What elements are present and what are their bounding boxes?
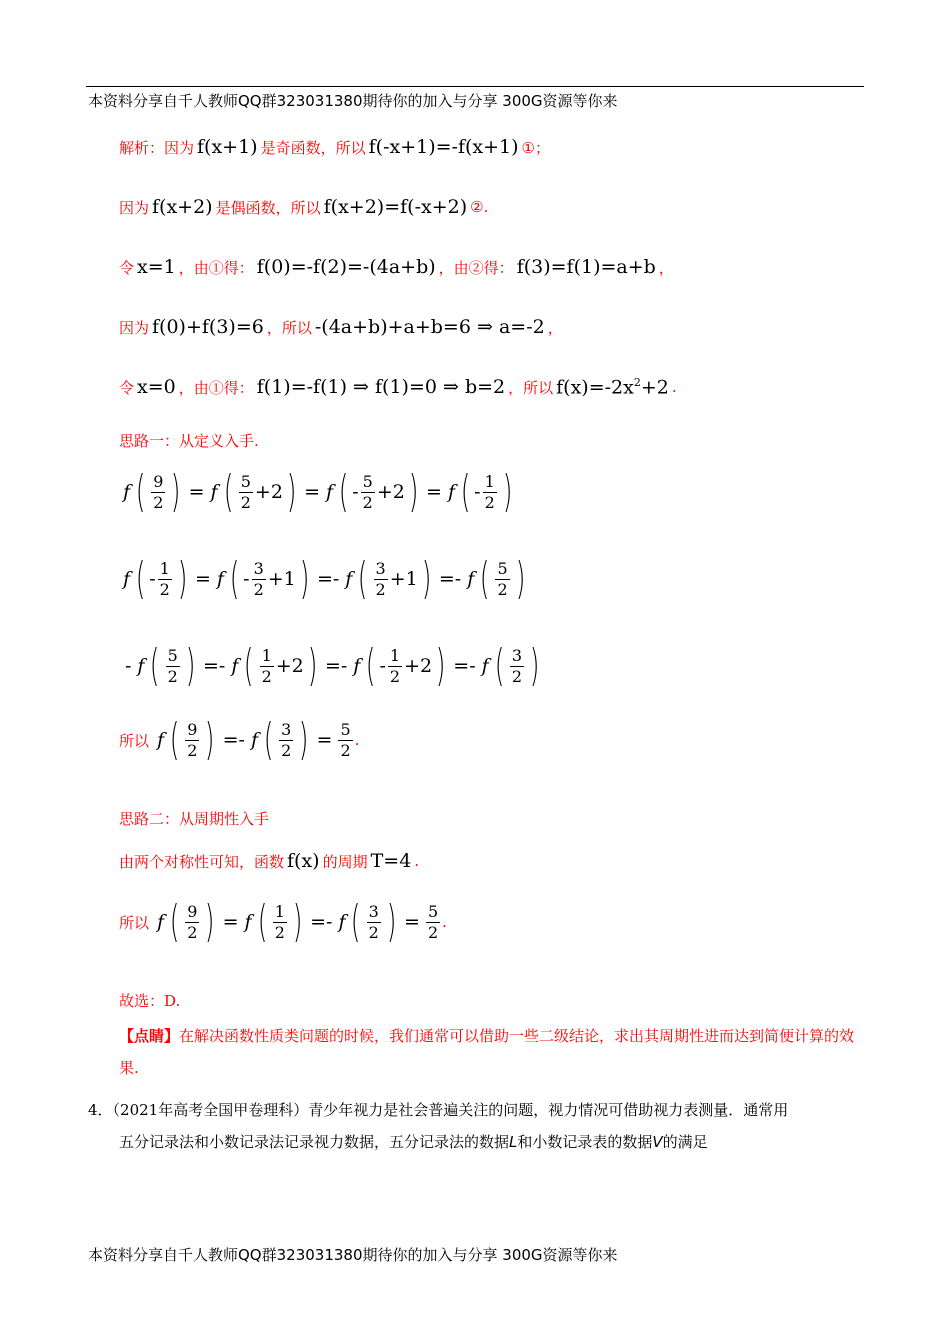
f-symbol: f xyxy=(157,729,165,751)
numerator: 5 xyxy=(340,720,351,740)
operator: - xyxy=(149,568,156,590)
page-footer: 本资料分享自千人教师QQ群323031380期待你的加入与分享 300G资源等你来 xyxy=(88,1246,618,1264)
solution-line-3 xyxy=(119,256,674,278)
note-text: 在解决函数性质类问题的时候，我们通常可以借助一些二级结论，求出其周期性进而达到简便计算的效果. xyxy=(119,1027,855,1077)
operator: =- xyxy=(203,655,226,677)
paren-group: ( $\frac{5}{2}$ ) xyxy=(150,640,196,691)
paren-group: ( $\frac{9}{2}$ ) xyxy=(169,896,215,947)
numerator: 5 xyxy=(497,559,508,579)
text: 令 xyxy=(119,378,135,397)
problem-line-2 xyxy=(88,1126,858,1158)
math: T=4 xyxy=(370,850,412,872)
math: f(1)=-f(1) ⇒ f(1)=0 ⇒ b=2 xyxy=(256,376,506,399)
denominator: 2 xyxy=(340,740,351,760)
numerator: 9 xyxy=(187,720,198,740)
math: f(x+2)=f(-x+2) xyxy=(323,196,468,218)
operator: + xyxy=(275,655,292,677)
operator: =- xyxy=(453,655,476,677)
operator: =- xyxy=(222,729,245,751)
numerator: 3 xyxy=(375,559,386,579)
numerator: 1 xyxy=(274,902,285,922)
operator: = xyxy=(426,481,442,503)
denominator: 2 xyxy=(153,492,164,512)
numerator: 3 xyxy=(253,559,264,579)
operator: = xyxy=(188,481,205,503)
variable-V: V xyxy=(652,1133,663,1151)
numerator: 1 xyxy=(484,472,495,492)
paren-group: ( $\frac{3}{2}$ ) xyxy=(263,714,309,765)
operator: - xyxy=(125,655,132,677)
f-symbol: f xyxy=(250,729,258,751)
denominator: 2 xyxy=(368,922,379,942)
math: x=1 xyxy=(137,256,176,278)
numerator: 3 xyxy=(511,646,523,666)
f-symbol: f xyxy=(345,568,353,590)
problem-number: 4． xyxy=(88,1101,113,1119)
text: ，由①得： xyxy=(178,378,254,397)
problem-text: 和小数记录表的数据 xyxy=(517,1133,653,1151)
paren-group: ( - $\frac{1}{2}$ + 2 ) xyxy=(366,640,446,691)
exponent: 2 xyxy=(633,376,641,389)
denominator: 2 xyxy=(427,922,439,942)
f-symbol: f xyxy=(231,655,239,677)
f-symbol: f xyxy=(157,911,165,933)
idea-2: 思路二：从周期性入手 xyxy=(119,810,270,828)
text: ，所以 xyxy=(508,378,554,397)
conclusion-1 xyxy=(119,714,360,765)
numerator: 5 xyxy=(427,902,439,922)
denominator: 2 xyxy=(159,579,170,599)
numerator: 5 xyxy=(167,646,178,666)
operator: - xyxy=(352,481,359,503)
numerator: 1 xyxy=(261,646,272,666)
paren-group: ( $\frac{3}{2}$ + 1 ) xyxy=(358,553,432,604)
text: . xyxy=(442,913,447,931)
operator: - xyxy=(243,568,250,590)
denominator: 2 xyxy=(484,492,495,512)
denominator: 2 xyxy=(240,492,251,512)
operator: =- xyxy=(438,568,462,590)
math xyxy=(556,376,669,398)
operator: - xyxy=(379,655,386,677)
numerator: 3 xyxy=(368,902,379,922)
note-label: 【点睛】 xyxy=(119,1027,180,1045)
text: . xyxy=(414,852,420,870)
text: ，所以 xyxy=(266,318,312,337)
operator: + xyxy=(254,481,271,503)
numerator: 3 xyxy=(281,720,292,740)
operator: =- xyxy=(316,568,340,590)
text: 是奇函数，所以 xyxy=(260,138,366,157)
operator: = xyxy=(222,911,239,933)
variable-L: L xyxy=(509,1133,518,1151)
f-symbol: f xyxy=(123,568,131,590)
math: f(x+1) xyxy=(197,136,258,158)
math: x=0 xyxy=(137,376,176,399)
text: ，由①得： xyxy=(178,258,254,277)
denominator: 2 xyxy=(511,666,523,686)
paren-group: ( - $\frac{3}{2}$ + 1 ) xyxy=(229,553,310,604)
paren-group: ( $\frac{1}{2}$ + 2 ) xyxy=(244,640,318,691)
note-paragraph xyxy=(119,1020,859,1084)
problem-text: 五分记录法和小数记录法记录视力数据，五分记录法的数据 xyxy=(119,1133,510,1151)
f-symbol: f xyxy=(216,568,224,590)
text: ①； xyxy=(521,138,550,157)
conclusion-2 xyxy=(119,896,447,947)
f-symbol: f xyxy=(210,481,218,503)
solution-line-1 xyxy=(119,136,550,158)
text: 由两个对称性可知，函数 xyxy=(119,852,285,871)
text: 的周期 xyxy=(322,852,368,871)
math: f(x+2) xyxy=(152,196,213,218)
period-line xyxy=(119,850,419,872)
page-header: 本资料分享自千人教师QQ群323031380期待你的加入与分享 300G资源等你来 xyxy=(88,92,618,110)
paren-group: ( - $\frac{1}{2}$ ) xyxy=(135,553,188,604)
math-part: +2 xyxy=(640,376,669,399)
number: 2 xyxy=(270,481,283,503)
equation-row-2 xyxy=(121,553,529,604)
f-symbol: f xyxy=(123,481,131,503)
numerator: 5 xyxy=(240,472,251,492)
paren-group: ( $\frac{9}{2}$ ) xyxy=(135,466,181,517)
paren-group: ( $\frac{9}{2}$ ) xyxy=(169,714,215,765)
answer-line: 故选：D. xyxy=(119,992,181,1010)
denominator: 2 xyxy=(389,666,401,686)
math: f(0)=-f(2)=-(4a+b) xyxy=(256,256,436,278)
text: ， xyxy=(658,258,674,277)
text: 所以 xyxy=(119,913,150,932)
problem-line-1 xyxy=(88,1094,858,1126)
math: -(4a+b)+a+b=6 ⇒ a=-2 xyxy=(314,316,545,338)
operator: - xyxy=(474,481,481,503)
denominator: 2 xyxy=(497,579,508,599)
f-symbol: f xyxy=(481,655,489,677)
numerator: 9 xyxy=(187,902,198,922)
operator: + xyxy=(404,655,421,677)
operator: = xyxy=(304,481,321,503)
header-rule xyxy=(86,86,864,87)
solution-line-5 xyxy=(119,376,677,398)
equation-row-3 xyxy=(121,640,543,691)
denominator: 2 xyxy=(187,740,198,760)
denominator: 2 xyxy=(253,579,264,599)
math xyxy=(155,896,442,947)
operator: =- xyxy=(310,911,333,933)
equation-row-1 xyxy=(121,466,516,517)
f-symbol: f xyxy=(326,481,334,503)
denominator: 2 xyxy=(187,922,198,942)
paren-group: ( $\frac{5}{2}$ ) xyxy=(480,553,525,604)
operator: + xyxy=(389,568,406,590)
math: f(x) xyxy=(287,850,320,872)
paren-group: ( $\frac{3}{2}$ ) xyxy=(494,640,540,691)
fraction xyxy=(338,720,352,759)
text: 因为 xyxy=(119,198,150,217)
math: f(3)=f(1)=a+b xyxy=(516,256,656,278)
math xyxy=(155,714,355,765)
denominator: 2 xyxy=(375,579,386,599)
denominator: 2 xyxy=(261,666,272,686)
denominator: 2 xyxy=(362,492,373,512)
denominator: 2 xyxy=(167,666,178,686)
f-symbol: f xyxy=(467,568,475,590)
paren-group: ( - $\frac{5}{2}$ + 2 ) xyxy=(338,466,419,517)
paren-group: ( $\frac{3}{2}$ ) xyxy=(351,896,397,947)
problem-source: （2021年高考全国甲卷理科） xyxy=(112,1101,309,1119)
number: 2 xyxy=(291,655,304,677)
paren-group: ( $\frac{1}{2}$ ) xyxy=(257,896,303,947)
operator: + xyxy=(376,481,393,503)
operator: = xyxy=(195,568,211,590)
numerator: 1 xyxy=(389,646,401,666)
text: . xyxy=(354,731,360,749)
fraction xyxy=(426,902,440,941)
f-symbol: f xyxy=(353,655,361,677)
problem-4 xyxy=(88,1094,858,1158)
f-symbol: f xyxy=(137,655,145,677)
numerator: 1 xyxy=(159,559,170,579)
text: ， xyxy=(547,318,563,337)
paren-group: ( $\frac{5}{2}$ + 2 ) xyxy=(223,466,297,517)
text: 是偶函数，所以 xyxy=(215,198,321,217)
denominator: 2 xyxy=(281,740,292,760)
f-symbol: f xyxy=(447,481,455,503)
solution-line-4 xyxy=(119,316,563,338)
number: 2 xyxy=(420,655,433,677)
math: f(0)+f(3)=6 xyxy=(152,316,264,338)
idea-1: 思路一：从定义入手. xyxy=(119,432,259,450)
text: 因为 xyxy=(119,318,150,337)
problem-text: 青少年视力是社会普遍关注的问题，视力情况可借助视力表测量．通常用 xyxy=(308,1101,789,1119)
numerator: 9 xyxy=(153,472,164,492)
f-symbol: f xyxy=(244,911,252,933)
problem-text: 的满足 xyxy=(662,1133,708,1151)
text: 令 xyxy=(119,258,135,277)
number: 1 xyxy=(283,568,296,590)
text: . xyxy=(671,378,677,397)
math-part: f(x)=-2x xyxy=(556,376,634,399)
number: 1 xyxy=(405,568,418,590)
operator: =- xyxy=(324,655,348,677)
numerator: 5 xyxy=(362,472,373,492)
solution-line-2 xyxy=(119,196,488,218)
text: 所以 xyxy=(119,731,150,750)
denominator: 2 xyxy=(274,922,285,942)
text: ，由②得： xyxy=(438,258,514,277)
f-symbol: f xyxy=(338,911,346,933)
number: 2 xyxy=(392,481,405,503)
math: f(-x+1)=-f(x+1) xyxy=(368,136,519,158)
text: 解析：因为 xyxy=(119,138,195,157)
operator: + xyxy=(267,568,284,590)
text: ②. xyxy=(470,198,489,216)
operator: = xyxy=(404,911,420,933)
paren-group: ( - $\frac{1}{2}$ ) xyxy=(460,466,513,517)
operator: = xyxy=(316,729,333,751)
